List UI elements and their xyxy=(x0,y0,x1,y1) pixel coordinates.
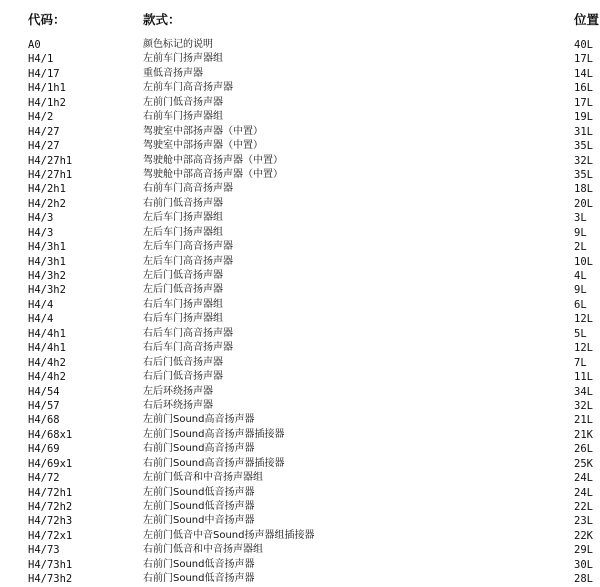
row-code: H4/2h1 xyxy=(28,183,66,196)
table-row xyxy=(0,572,600,586)
row-position: 22K xyxy=(574,529,593,542)
row-code: H4/3 xyxy=(28,212,54,225)
row-style: 左前门Sound低音扬声器 xyxy=(143,501,255,512)
row-code: H4/4h2 xyxy=(28,356,66,369)
table-row xyxy=(0,81,600,95)
row-code: H4/27h1 xyxy=(28,154,73,167)
row-code: H4/72h3 xyxy=(28,515,73,528)
row-style: 驾驶舱中部高音扬声器（中置） xyxy=(143,168,283,180)
row-style: 左后门低音扬声器 xyxy=(143,284,223,296)
row-style: 右后车门扬声器组 xyxy=(143,298,223,310)
table-row xyxy=(0,52,600,66)
row-code: H4/27h1 xyxy=(28,168,73,181)
table-row xyxy=(0,399,600,413)
table-row xyxy=(0,154,600,168)
row-code: H4/72 xyxy=(28,472,60,485)
row-style: 右后门低音扬声器 xyxy=(143,371,223,383)
table-row xyxy=(0,356,600,370)
row-position: 40L xyxy=(574,39,593,51)
table-row xyxy=(0,486,600,500)
row-style: 右前车门扬声器组 xyxy=(143,111,223,123)
row-style: 右前门Sound高音扬声器 xyxy=(143,443,255,455)
row-style: 右后门低音扬声器 xyxy=(143,356,223,368)
table-row xyxy=(0,96,600,110)
row-style: 左后车门高音扬声器 xyxy=(143,255,233,267)
table-row xyxy=(0,514,600,528)
row-code: H4/73h2 xyxy=(28,573,73,586)
table-row xyxy=(0,428,600,442)
row-style: 驾驶室中部扬声器（中置） xyxy=(143,125,263,137)
table-row xyxy=(0,370,600,384)
row-position: 5L xyxy=(574,327,587,340)
row-style: 右后车门扬声器组 xyxy=(143,313,223,325)
table-row xyxy=(0,312,600,326)
row-style: 左后环绕扬声器 xyxy=(143,385,213,397)
row-style: 右前门Sound低音扬声器 xyxy=(143,558,255,570)
row-code: H4/54 xyxy=(28,385,60,398)
table-row xyxy=(0,327,600,341)
row-code: H4/57 xyxy=(28,399,60,412)
row-code: H4/4h2 xyxy=(28,371,66,384)
row-code: H4/69x1 xyxy=(28,457,73,470)
row-position: 3L xyxy=(574,212,587,225)
row-position: 4L xyxy=(574,270,587,282)
row-position: 18L xyxy=(574,183,593,196)
table-row xyxy=(0,529,600,543)
row-position: 21K xyxy=(574,428,593,441)
row-code: H4/2h2 xyxy=(28,197,66,210)
row-code: H4/27 xyxy=(28,125,60,138)
row-style: 右前门Sound高音扬声器插接器 xyxy=(143,457,285,469)
row-position: 28L xyxy=(574,573,593,586)
row-position: 24L xyxy=(574,472,593,485)
row-style: 左前门Sound中音扬声器 xyxy=(143,515,255,527)
row-code: H4/3h2 xyxy=(28,270,66,282)
table-row xyxy=(0,341,600,355)
row-position: 29L xyxy=(574,544,593,557)
row-code: H4/4 xyxy=(28,313,54,326)
table-row xyxy=(0,168,600,182)
row-position: 20L xyxy=(574,197,593,210)
row-position: 23L xyxy=(574,515,593,528)
row-code: H4/1h1 xyxy=(28,82,66,95)
row-code: H4/4 xyxy=(28,298,54,311)
table-row xyxy=(0,543,600,557)
row-position: 12L xyxy=(574,342,593,355)
row-position: 32L xyxy=(574,154,593,167)
row-position: 25K xyxy=(574,457,593,470)
row-position: 22L xyxy=(574,501,593,513)
row-style: 右后车门高音扬声器 xyxy=(143,342,233,354)
table-row xyxy=(0,385,600,399)
row-code: H4/27 xyxy=(28,140,60,153)
row-code: H4/4h1 xyxy=(28,342,66,355)
table-row xyxy=(0,226,600,240)
row-style: 右后环绕扬声器 xyxy=(143,399,213,411)
row-position: 24L xyxy=(574,486,593,499)
row-style: 左后门低音扬声器 xyxy=(143,270,223,281)
row-code: H4/2 xyxy=(28,111,54,124)
row-position: 11L xyxy=(574,371,593,384)
table-row xyxy=(0,471,600,485)
table-row xyxy=(0,125,600,139)
row-style: 左前门低音中音Sound扬声器组插接器 xyxy=(143,529,315,541)
row-style: 左前门Sound高音扬声器插接器 xyxy=(143,428,285,440)
row-position: 16L xyxy=(574,82,593,95)
row-style: 右前门Sound低音扬声器 xyxy=(143,573,255,585)
row-position: 10L xyxy=(574,255,593,268)
row-style: 左前门Sound低音扬声器 xyxy=(143,486,255,498)
table-row xyxy=(0,182,600,196)
row-code: H4/68 xyxy=(28,414,60,427)
table-row xyxy=(0,38,600,52)
row-style: 驾驶舱中部高音扬声器（中置） xyxy=(143,154,283,166)
row-code: H4/68x1 xyxy=(28,428,73,441)
row-style: 左前门Sound高音扬声器 xyxy=(143,414,255,426)
row-position: 17L xyxy=(574,96,593,109)
row-position: 35L xyxy=(574,168,593,181)
row-position: 19L xyxy=(574,111,593,124)
table-row xyxy=(0,298,600,312)
table-row xyxy=(0,442,600,456)
row-code: H4/72h1 xyxy=(28,486,73,499)
table-row xyxy=(0,255,600,269)
row-code: H4/73 xyxy=(28,544,60,557)
row-style: 左前门低音扬声器 xyxy=(143,96,223,108)
row-code: H4/17 xyxy=(28,67,60,80)
row-position: 26L xyxy=(574,443,593,456)
header-position: 位置 xyxy=(574,12,600,27)
row-position: 9L xyxy=(574,284,587,297)
row-code: H4/3h1 xyxy=(28,255,66,268)
row-position: 9L xyxy=(574,226,587,239)
table-row xyxy=(0,500,600,514)
row-position: 2L xyxy=(574,241,587,254)
table-header xyxy=(0,0,600,30)
row-code: H4/1 xyxy=(28,53,54,66)
table-row xyxy=(0,269,600,283)
row-position: 6L xyxy=(574,298,587,311)
row-style: 左后车门高音扬声器 xyxy=(143,241,233,253)
parts-table xyxy=(0,38,600,587)
row-style: 右前门低音扬声器 xyxy=(143,197,223,209)
table-row xyxy=(0,413,600,427)
row-style: 左前车门扬声器组 xyxy=(143,53,223,65)
row-position: 21L xyxy=(574,414,593,427)
row-style: 驾驶室中部扬声器（中置） xyxy=(143,140,263,152)
row-position: 34L xyxy=(574,385,593,398)
row-code: H4/1h2 xyxy=(28,96,66,109)
table-row xyxy=(0,110,600,124)
header-style: 款式： xyxy=(143,12,181,27)
row-style: 左后车门扬声器组 xyxy=(143,226,223,238)
table-row xyxy=(0,283,600,297)
row-position: 7L xyxy=(574,356,587,369)
table-row xyxy=(0,197,600,211)
row-position: 35L xyxy=(574,140,593,153)
row-code: H4/3h2 xyxy=(28,284,66,297)
table-row xyxy=(0,240,600,254)
row-style: 左后车门扬声器组 xyxy=(143,212,223,224)
row-style: 左前车门高音扬声器 xyxy=(143,82,233,94)
header-code: 代码： xyxy=(28,12,66,27)
row-code: H4/69 xyxy=(28,443,60,456)
row-style: 重低音扬声器 xyxy=(143,67,203,79)
row-style: 左前门低音和中音扬声器组 xyxy=(143,472,263,484)
table-row xyxy=(0,211,600,225)
table-row xyxy=(0,457,600,471)
row-position: 14L xyxy=(574,67,593,80)
row-code: H4/72x1 xyxy=(28,529,73,542)
row-position: 30L xyxy=(574,558,593,571)
table-row xyxy=(0,139,600,153)
row-code: H4/3h1 xyxy=(28,241,66,254)
row-code: H4/73h1 xyxy=(28,558,73,571)
table-row xyxy=(0,558,600,572)
row-code: H4/72h2 xyxy=(28,501,73,513)
row-style: 右前车门高音扬声器 xyxy=(143,183,233,195)
table-row xyxy=(0,67,600,81)
row-style: 右后车门高音扬声器 xyxy=(143,327,233,339)
row-code: H4/4h1 xyxy=(28,327,66,340)
row-code: H4/3 xyxy=(28,226,54,239)
row-position: 32L xyxy=(574,399,593,412)
row-position: 12L xyxy=(574,313,593,326)
row-style: 颜色标记的说明 xyxy=(143,39,213,50)
row-position: 17L xyxy=(574,53,593,66)
row-code: A0 xyxy=(28,39,41,51)
row-position: 31L xyxy=(574,125,593,138)
row-style: 右前门低音和中音扬声器组 xyxy=(143,544,263,556)
